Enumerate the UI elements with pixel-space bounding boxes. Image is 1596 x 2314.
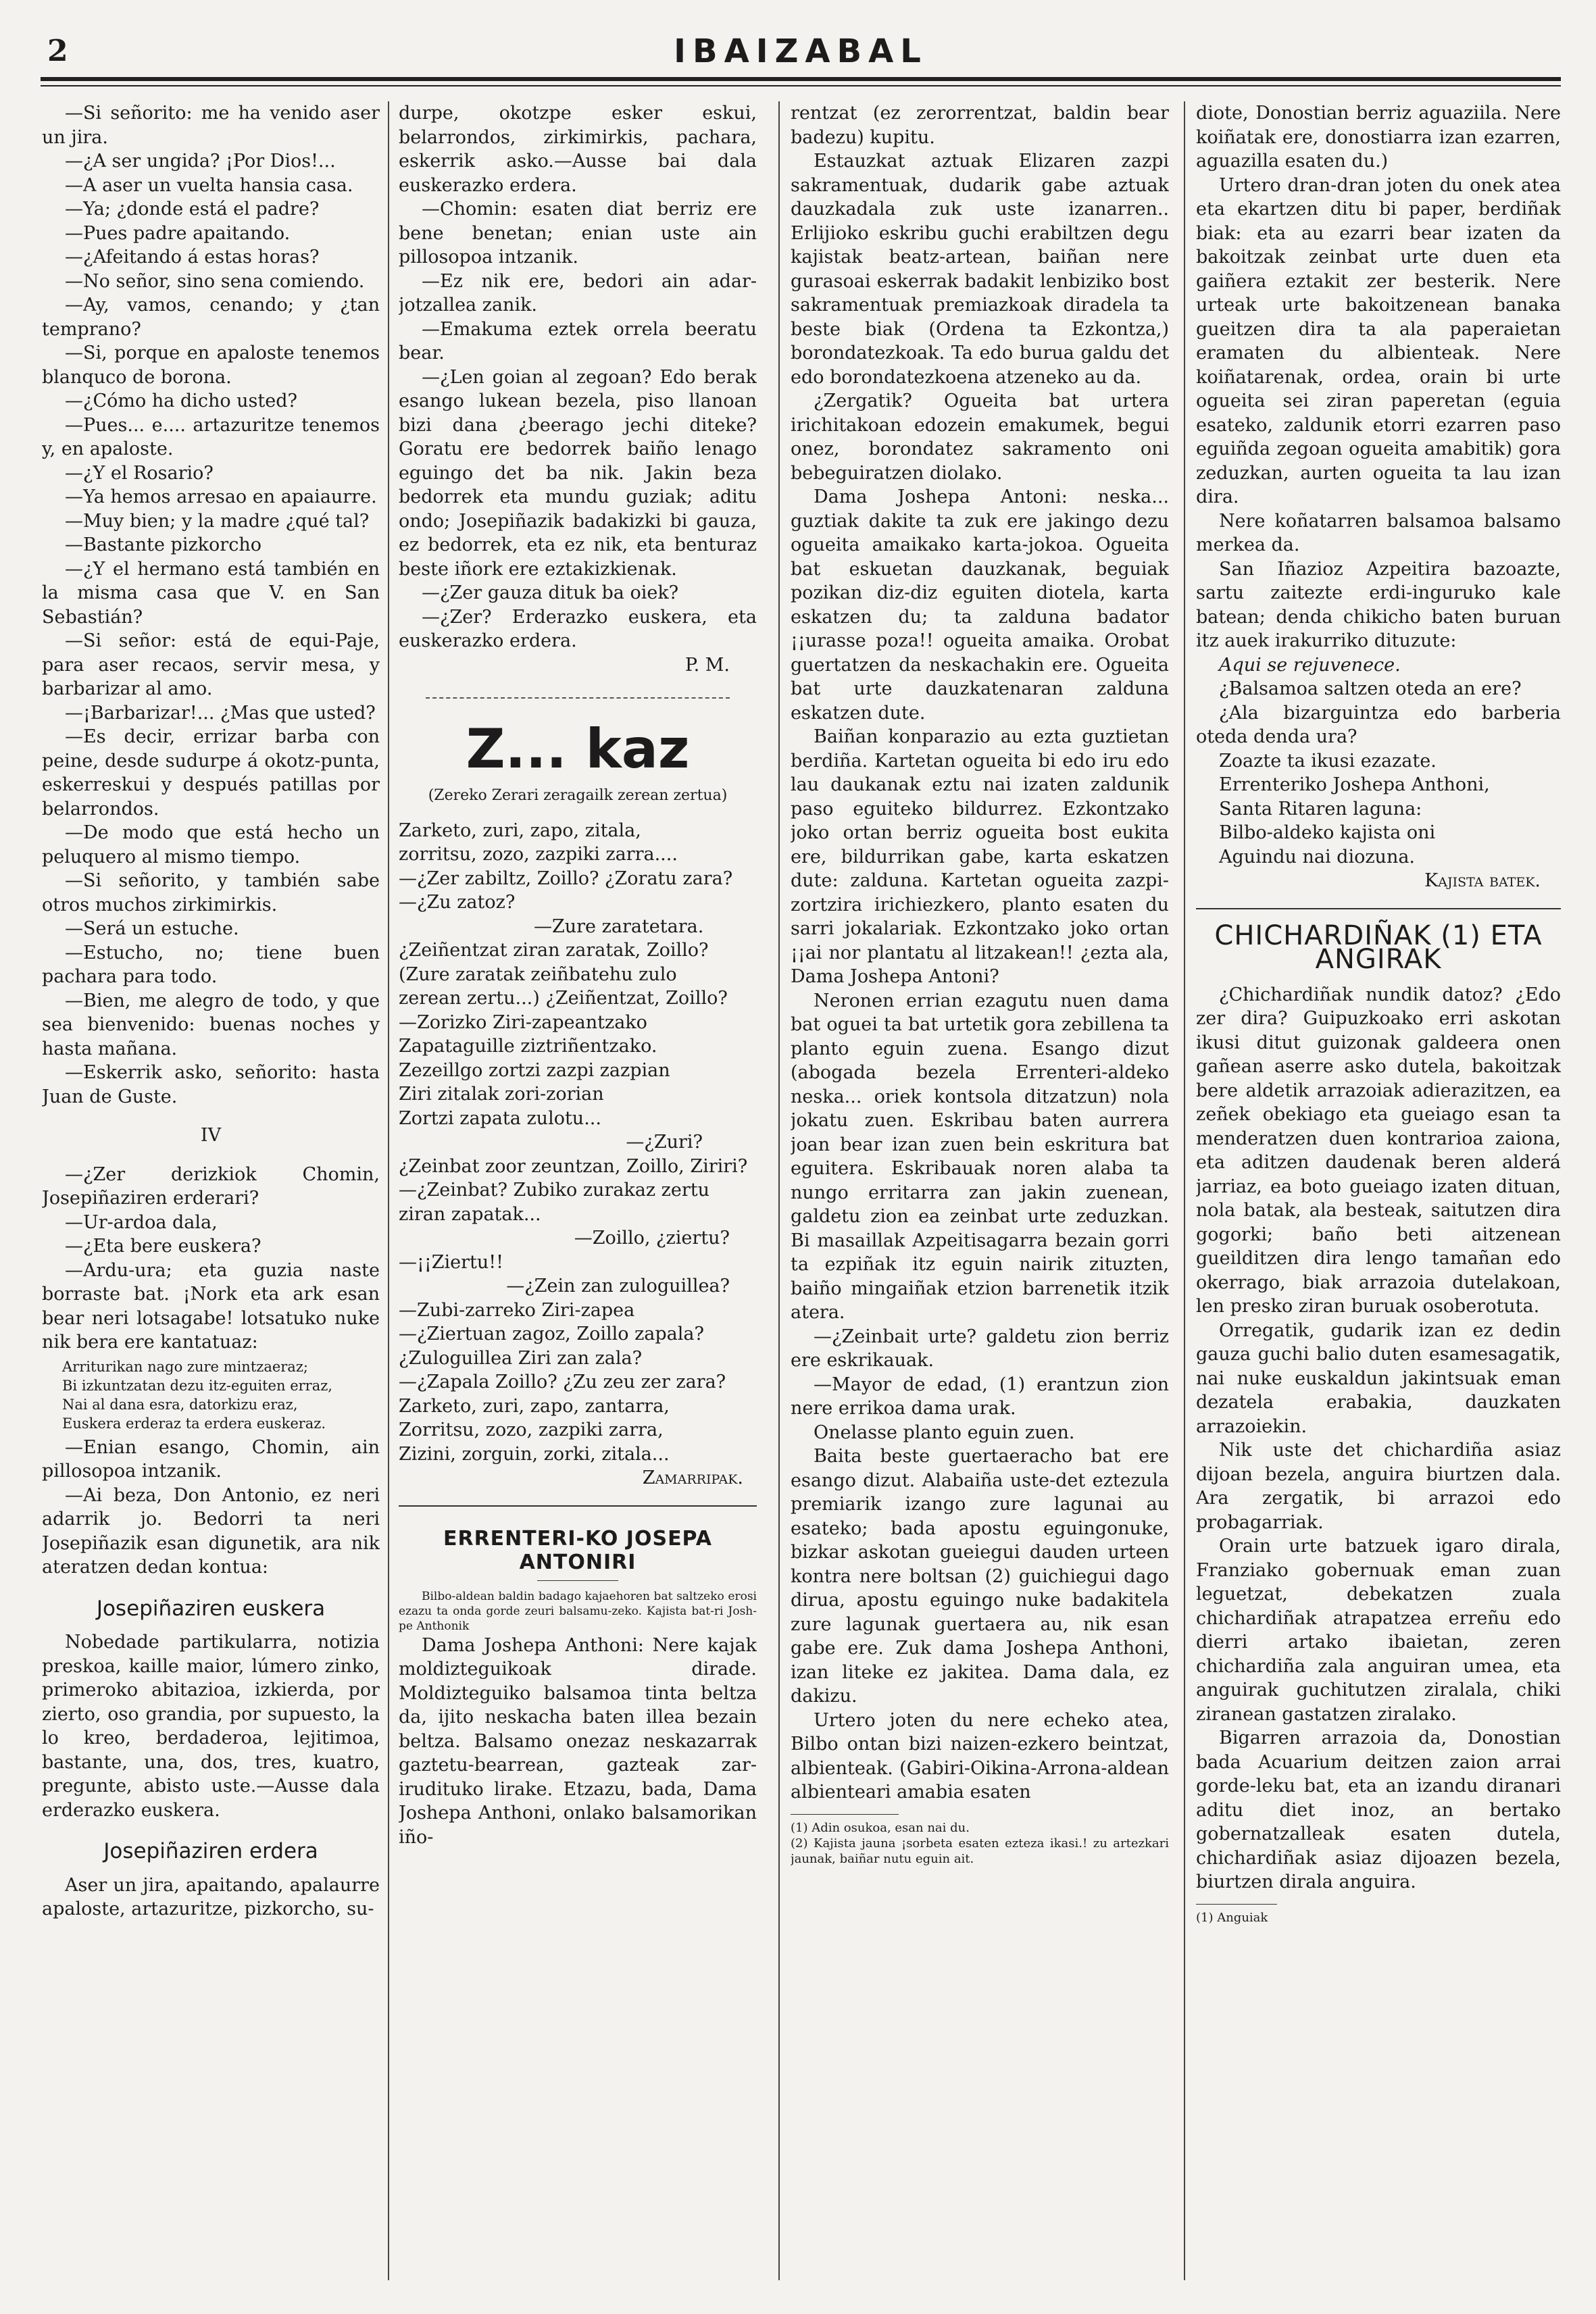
paragraph: Baita beste guertaeracho bat ere esango dizut. Alabaiña uste-det eztezula premiarik izango zure lagunai au esateko; bada apostu eguingonuke, bizkar askotan gueiegui dauden urteen kontra nere boltsan (2) guichiegui dago dirua, apostu eguingo nuke badakitela zure lagunak guertaera au, nik esan gabe ere. Zuk dama Joshepa Anthoni, izan liteke ez jakitea. Dama dala, ez dakizu. <box>791 1446 1169 1707</box>
paragraph: Orain urte batzuek igaro dirala, Franziako gobernuak eman zuan leguetzat, debekatzen zuala chichardiñak atrapatzea erreñu edo dierri artako ibaietan, zeren chichardiña zala anguiran umea, eta anguirak guchitutzen ziralala, chiki ziranean gastatzen ziralako. <box>1196 1536 1561 1725</box>
paragraph: Onelasse planto eguin zuen. <box>814 1422 1075 1443</box>
paragraph: —¿Zer? Erderazko euskera, eta euskerazko erdera. <box>399 606 757 651</box>
page-number: 2 <box>47 34 68 68</box>
poem-line: Zizini, zorguin, zorki, zitala... <box>399 1443 670 1465</box>
dialogue-line: —Eskerrik asko, señorito: hasta Juan de Guste. <box>42 1062 380 1107</box>
dialogue-line: —Ya; ¿donde está el padre? <box>65 199 320 220</box>
text-erdera: Aser un jira, apaitando, apalaurre apaloste, artazuritze, pizkorcho, su- <box>42 1874 380 1919</box>
paragraph: ¿Balsamoa saltzen oteda an ere? <box>1219 678 1522 699</box>
dialogue-line: —De modo que está hecho un peluquero al mismo tiempo. <box>42 822 380 867</box>
paragraph: ¿Ala bizarguintza edo barberia oteda denda ura? <box>1196 702 1561 747</box>
section-number: IV <box>200 1125 222 1146</box>
poem-line: —¿Zapala Zoillo? ¿Zu zeu zer zara? <box>399 1372 726 1392</box>
paragraph: Urtero joten du nere echeko atea, Bilbo ontan bizi naizen-ezkero beintzat, albienteak. (Gabiri-Oikina-Arrona-aldean albienteari amabia esaten <box>791 1709 1169 1803</box>
column-divider <box>388 101 389 2280</box>
poem-line: —¿Zeinbat? Zubiko zurakaz zertu <box>399 1180 710 1201</box>
dialogue-line: —¿Afeitando á estas horas? <box>65 247 320 268</box>
paragraph: —¿Zeinbait urte? galdetu zion berriz ere eskrikauak. <box>791 1326 1169 1371</box>
paragraph: durpe, okotzpe esker eskui, belarrondos, zirkimirkis, pachara, eskerrik asko.—Ausse bai dala euskerazko erdera. <box>399 103 757 196</box>
paragraph: Neronen errian ezagutu nuen dama bat oguei ta bat urtetik gora zebillena ta planto eguin zuena. Esango dizut (abogada bezela Errenteri-aldeko neska... oriek kontsola ditzatzun) nola jokatu zuen. Eskribau baten aurrera joan bear izan zuen bein eskritura bat eguitera. Eskribauak noren alaba ta nungo erritarra zan jakin zuenean, galdetu zion ea zeinbat urte zeduzkan. Bi masaillak Azpeitisagarra bezain gorri ta ezpiñak itz eguin nairik zituzten, baiño mingaiñak etzion barrenetik itzik atera. <box>791 990 1169 1323</box>
text-euskera: Nobedade partikularra, notizia preskoa, kaille maior, lúmero zinko, primeroko abitazioa, izkierda, por zierto, oso grandia, por supuesto, la lo kreo, berdaderoa, lejitimoa, bastante, una, dos, tres, kuatro, pregunte, abisto uste.—Ausse dala erderazko euskera. <box>42 1632 380 1821</box>
paragraph: Baiñan konparazio au ezta guztietan berdiña. Kartetan ogueita bi edo iru edo lau daukanak eztu nai izaten zaldunik paso eguiteko bildurrez. Ezkontzako joko ortan berriz ogueita bost eukita ere, bildurrikan gabe, karta eskatzen dute: zalduna. Kartetan ogueita zazpi-zortzira irichiezkero, planto esaten du sarri jokalariak. Ezkontzako joko ortan ¡¡ai nor plantatu al litzakean!! ¿ezta ala, Dama Joshepa Antoni? <box>791 726 1169 987</box>
dialogue-line: —Si, porque en apaloste tenemos blanquco de borona. <box>42 343 380 388</box>
poem-line: —¿Zuri? <box>626 1132 703 1153</box>
signature: Zamarripak. <box>642 1467 743 1488</box>
header-rule-thin <box>41 85 1561 86</box>
poem-line: ziran zapatak... <box>399 1203 541 1225</box>
dialogue-line: —¿A ser ungida? ¡Por Dios!... <box>65 151 336 172</box>
separator <box>399 1505 757 1507</box>
signature: P. M. <box>684 654 730 676</box>
dialogue-line: —Ur-ardoa dala, <box>65 1211 218 1233</box>
poem-line: Zarketo, zuri, zapo, zantarra, <box>399 1395 670 1417</box>
poem-line: —Zubi-zarreko Ziri-zapea <box>399 1299 635 1321</box>
poem-line: —Zoillo, ¿ziertu? <box>574 1228 730 1249</box>
dialogue-line: —¿Y el Rosario? <box>65 462 214 484</box>
paragraph: Urtero dran-dran joten du onek atea eta ekartzen ditu bi paper, berdiñak biak: eta au ezarri bear izaten da bakoitzak zeinbat urte duen eta gaiñera eztakit zer besterik. Nere urteak urte bakoitzenean banaka gueitzen dira ta ala paperaietan eramaten du albienteak. Nere koiñatarenak, ordea, orain bi urte ogueita sei ziran paperetan (eguia esateko, zaldunik etorri ezarren paso eguiñda zegoan ogueita amabitik) gora zeduzkan, aurten ogueita ta lau izan dira. <box>1196 174 1561 507</box>
poem-line: zerean zertu...) ¿Zeiñentzat, Zoillo? <box>399 988 728 1009</box>
dialogue-line: —No señor, sino sena comiendo. <box>65 270 365 292</box>
verse-line: Bi izkuntzatan dezu itz-eguiten erraz, <box>62 1377 332 1394</box>
paragraph: ¿Zergatik? Ogueita bat urtera irichitakoan edozein emakumek, begui onez, borondatez sakramento oni bebeguiratzen diolako. <box>791 391 1169 484</box>
dialogue-line: —Ya hemos arresao en apaiaurre. <box>65 486 377 507</box>
short-rule <box>537 1580 618 1581</box>
dialogue-line: —Bastante pizkorcho <box>65 534 261 555</box>
paragraph: Dama Joshepa Antoni: neska... guztiak dakite ta zuk ere jakingo dezu ogueita amaikako karta-jokoa. Ogueita bat eskuetan dauzkanak, beguiak pozikan diz-diz eguiten diotela, karta eskatzen du; ta zalduna badator ¡¡urasse poza!! ogueita amaika. Orobat guertatzen da neskachakin ere. Ogueita bat urte dauzkatenaran zalduna eskatzen dute. <box>791 486 1169 724</box>
poem-line: —Zure zaratetara. <box>534 915 704 937</box>
closing-line: Bilbo-aldeko kajista oni <box>1219 822 1436 843</box>
signature: Kajista batek. <box>1424 870 1541 891</box>
poem-line: Zorritsu, zozo, zazpiki zarra, <box>399 1419 664 1440</box>
page-header <box>41 27 1561 88</box>
poem-line: ¿Zeiñentzat ziran zaratak, Zoillo? <box>399 940 709 961</box>
article-title: CHICHARDIÑAK (1) ETA ANGIRAK <box>1214 920 1543 975</box>
dialogue-line: —Si señor: está de equi-Paje, para aser recaos, servir mesa, y barbarizar al amo. <box>42 630 380 699</box>
poem-line: Zarketo, zuri, zapo, zitala, <box>399 820 641 841</box>
footnote: (1) Anguiak <box>1196 1910 1268 1925</box>
poem-line: Zortzi zapata zulotu... <box>399 1107 601 1129</box>
dialogue-line: —Si señorito: me ha venido aser un jira. <box>42 103 380 148</box>
poem-line: —¿Ziertuan zagoz, Zoillo zapala? <box>399 1324 704 1344</box>
poem-line: —¿Zu zatoz? <box>399 892 516 913</box>
poem <box>399 819 757 1467</box>
dialogue-line: —¿Cómo ha dicho usted? <box>65 391 297 411</box>
dialogue-line: —¿Eta bere euskera? <box>65 1236 261 1257</box>
dialogue-line: —A aser un vuelta hansia casa. <box>65 174 353 196</box>
paragraph: San Iñazioz Azpeitira bazoazte, sartu zaitezte erdi-inguruko kale batean; denda chikicho baten buruan itz auek irakurriko dituzute: <box>1196 558 1561 651</box>
column-divider <box>778 101 780 2280</box>
article-title: Z... kaz <box>466 718 690 780</box>
box-notice: Bilbo-aldean baldin badago kajaehoren bat saltzeko erosi ezazu ta onda gorde zeuri balsamu-zeko. Kajista bat-ri Josh-pe Anthonik <box>399 1589 757 1633</box>
dialogue-line: —Será un estuche. <box>65 918 239 939</box>
dialogue-line: —Bien, me alegro de todo, y que sea bienvenido: buenas noches y hasta mañana. <box>42 990 380 1059</box>
closing-line: Errenteriko Joshepa Anthoni, <box>1219 774 1490 795</box>
poem-line: Zapataguille ziztriñentzako. <box>399 1036 657 1057</box>
footnote-rule <box>791 1814 899 1815</box>
dialogue-line: —Es decir, errizar barba con peine, desde sudurpe á okotz-punta, eskerreskui y después patillas por belarrondos. <box>42 726 380 820</box>
poem-line: —¿Zein zan zuloguillea? <box>506 1276 730 1297</box>
dialogue-line: —Muy bien; y la madre ¿qué tal? <box>65 510 370 532</box>
article-subtitle: (Zereko Zerari zeragailk zerean zertua) <box>428 787 728 804</box>
paragraph: Bigarren arrazoia da, Donostian bada Acuarium deitzen zaion arrai gorde-leku bat, eta an izandu diranari aditu diet inoz, an bertako gobernatzalleak esaten dutela, chichardiñak asiaz dijoazen bezela, biurtzen dirala anguira. <box>1196 1728 1561 1892</box>
dialogue-line: —Si señorito, y también sabe otros muchos zirkimirkis. <box>42 870 380 915</box>
paragraph: —Chomin: esaten diat berriz ere bene benetan; enian uste ain pillosopoa intzanik. <box>399 199 757 268</box>
closing-line: Aguindu nai diozuna. <box>1219 846 1416 867</box>
dialogue-line: —Enian esango, Chomin, ain pillosopoa intzanik. <box>42 1436 380 1482</box>
dialogue-line: —¿Y el hermano está también en la misma casa que V. en San Sebastián? <box>42 558 380 628</box>
poem-line: —¡¡Ziertu!! <box>399 1251 503 1273</box>
paragraph: Nere koñatarren balsamoa balsamo merkea da. <box>1196 510 1561 555</box>
dialogue-line: —Estucho, no; tiene buen pachara para todo. <box>42 942 380 987</box>
paragraph: diote, Donostian berriz aguaziila. Nere koiñatak ere, donostiarra izan ezarren, aguazilla esaten du.) <box>1196 103 1561 172</box>
dialogue-line: —¿Zer derizkiok Chomin, Josepiñaziren erderari? <box>42 1163 380 1209</box>
closing-line: Zoazte ta ikusi ezazate. <box>1219 750 1437 772</box>
box-title: ERRENTERI-KO JOSEPA ANTONIRI <box>443 1526 713 1574</box>
paragraph: ¿Chichardiñak nundik datoz? ¿Edo zer dira? Guipuzkoako erri askotan ikusi ditut guizonak galdeera onen gañean aserre asko dutela, bakoitzak bere aldetik arrazoiak adierazitzen, ea zeñek obekiago eta gueiago esan ta menderatzen duen kontrarioa zaiona, eta aditzen daudenak beren alderá jarriaz, ea boto gueiago izaten dituan, nola batak, ala besteak, saitutzen dira gogorki; baño beti aitzenean gueilditzen dira lengo tamañan edo okerrago, biak arrazoia dutelakoan, len presko ziran buruak osoberotuta. <box>1196 984 1561 1317</box>
paragraph: —¿Len goian al zegoan? Edo berak esango lukean bezela, piso llanoan bizi dana ¿beerago jechi diteke? Goratu ere bedorrek baiño lenago eguingo det ba nik. Jakin beza bedorrek eta mundu guziak; aditu ondo; Josepiñazik badakizki bi gauza, ez bedorrek, eta ez nik, eta benturaz beste iñork ere eztakizkienak. <box>399 366 757 580</box>
shop-sign-text: Aqui se rejuvenece. <box>1219 654 1401 676</box>
column-3 <box>791 101 1169 2284</box>
column-divider <box>1184 101 1185 2280</box>
heading-erdera: Josepiñaziren erdera <box>103 1839 318 1863</box>
paragraph: —Ez nik ere, bedori ain adar-jotzallea zanik. <box>399 270 757 316</box>
footnote: (2) Kajista jauna ¡sorbeta esaten ezteza ikasi.! zu artezkari jaunak, baiñar nutu eguin ait. <box>791 1836 1169 1866</box>
poem-line: Zezeillgo zortzi zazpi zazpian <box>399 1059 670 1081</box>
paragraph: —¿Zer gauza dituk ba oiek? <box>422 582 679 603</box>
header-rule <box>41 77 1561 81</box>
poem-line: ¿Zuloguillea Ziri zan zala? <box>399 1347 643 1369</box>
poem-line: —Zorizko Ziri-zapeantzako <box>399 1011 647 1033</box>
verse-line: Arriturikan nago zure mintzaeraz; <box>62 1358 308 1375</box>
paragraph: Dama Joshepa Anthoni: Nere kajak moldizteguikoak dirade. Moldizteguiko balsamoa tinta beltza da, ijito neskacha baten illea bezain beltza. Balsamo onezaz neskazarrak gaztetu-bearrean, gazteak zar-irudituko lirake. Etzazu, bada, Dama Joshepa Anthoni, onlako balsamorikan iño- <box>399 1634 757 1848</box>
dialogue-line: —Ay, vamos, cenando; y ¿tan temprano? <box>42 295 380 340</box>
poem-line: —¿Zer zabiltz, Zoillo? ¿Zoratu zara? <box>399 867 733 889</box>
paragraph: —Mayor de edad, (1) erantzun zion nere errikoa dama urak. <box>791 1374 1169 1419</box>
column-1 <box>42 101 380 2284</box>
paragraph: Nik uste det chichardiña asiaz dijoan bezela, anguira biurtzen dala. Ara zergatik, bi arrazoi edo probagarriak. <box>1196 1440 1561 1533</box>
paragraph: Estauzkat aztuak Elizaren zazpi sakramentuak, dudarik gabe aztuak dauzkadala zuk uste izanarren.. Erlijioko eskribu guchi erabiltzen degu kajistak beatz-artean, baiñan nere gurasoai eskerrak badakit lenbiziko bost sakramentuak premiazkoak diradela ta beste biak (Ordena ta Ezkontza,) borondatezkoak. Ta edo burua galdu det edo borondatezkoena atzeneko au da. <box>791 151 1169 388</box>
heading-euskera: Josepiñaziren euskera <box>96 1596 326 1621</box>
paragraph: Orregatik, gudarik izan ez dedin gauza guchi balio duten esamesagatik, nai nuke euskaldun jakintsuak eman dezatela erabakia, dauzkaten arrazoiekin. <box>1196 1319 1561 1437</box>
verse-block <box>62 1357 380 1433</box>
separator <box>426 697 730 699</box>
dialogue-line: —Ardu-ura; eta guzia naste borraste bat. ¡Nork eta ark esan bear neri lotsagabe! lotsatuko nuke nik bera ere kantatuaz: <box>42 1259 380 1353</box>
separator <box>1196 908 1561 909</box>
footnote: (1) Adin osukoa, esan nai du. <box>791 1820 970 1835</box>
verse-line: Euskera erderaz ta erdera euskeraz. <box>62 1415 326 1432</box>
column-2 <box>399 101 757 2284</box>
poem-line: ¿Zeinbat zoor zeuntzan, Zoillo, Ziriri? <box>399 1155 748 1177</box>
footnote-rule <box>1196 1904 1277 1905</box>
closing-line: Santa Ritaren laguna: <box>1219 798 1422 820</box>
dialogue-line: —Ai beza, Don Antonio, ez neri adarrik jo. Bedorri ta neri Josepiñazik esan digunetik, ara nik ateratzen dedan kontua: <box>42 1484 380 1578</box>
poem-line: (Zure zaratak zeiñbatehu zulo <box>399 963 677 985</box>
paragraph: rentzat (ez zerorrentzat, baldin bear badezu) kupitu. <box>791 103 1169 148</box>
dialogue-line: —Pues... e.... artazuritze tenemos y, en apaloste. <box>42 414 380 459</box>
verse-line: Nai al dana esra, datorkizu eraz, <box>62 1396 298 1413</box>
column-4 <box>1196 101 1561 2284</box>
dialogue-line: —¡Barbarizar!... ¿Mas que usted? <box>65 702 376 724</box>
paragraph: —Emakuma eztek orrela beeratu bear. <box>399 318 757 363</box>
dialogue-a <box>42 101 380 1109</box>
dialogue-line: —Pues padre apaitando. <box>65 222 291 244</box>
poem-line: zorritsu, zozo, zazpiki zarra.... <box>399 844 678 865</box>
poem-line: Ziri zitalak zori-zorian <box>399 1084 604 1105</box>
masthead: IBAIZABAL <box>674 32 928 70</box>
